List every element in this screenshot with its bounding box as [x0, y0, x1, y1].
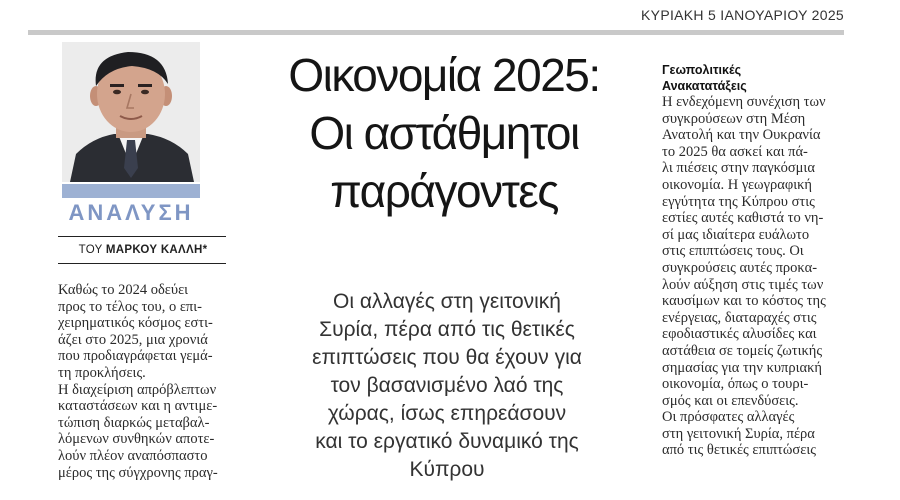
body-line: καυσίμων και το κόστος της [662, 293, 826, 310]
article-subhead [248, 288, 646, 484]
author-rule-top [58, 236, 226, 237]
headline-line: Οι αστάθμητοι [309, 107, 579, 159]
top-rule [28, 30, 844, 35]
body-line: αστάθεια σε τομείς ζωτικής [662, 342, 823, 359]
body-line: Καθώς το 2024 οδεύει [58, 282, 189, 298]
body-line: συγκρούσεις αυτές προκα- [662, 259, 818, 276]
body-line: Ανατολή και την Ουκρανία [662, 127, 821, 144]
body-line: τη προκλήσεις. [58, 364, 146, 381]
body-line: στις επιπτώσεις τους. Οι [662, 243, 804, 260]
body-line: σμός και οι επενδύσεις. [662, 392, 799, 409]
subhead-line: Οι αλλαγές στη γειτονική [333, 290, 561, 313]
body-line: καταστάσεων και η αντιμε- [58, 398, 218, 415]
heading-line: Ανακατατάξεις [662, 79, 747, 93]
section-label: ΑΝΑΛΥΣΗ [68, 200, 194, 225]
author-rule-bottom [58, 263, 226, 264]
subhead-line: Κύπρου [409, 458, 485, 481]
right-column-text [662, 94, 848, 459]
body-line: μέρος της σύγχρονης πραγ- [58, 464, 218, 481]
headline-line: παράγοντες [330, 165, 558, 217]
body-line: λι πιέσεις στην παγκόσμια [662, 160, 815, 177]
right-column [662, 62, 848, 459]
body-line: σί μας ιδιαίτερα ευάλωτο [662, 226, 810, 243]
body-line: το 2025 θα ασκεί και πά- [662, 143, 808, 160]
right-column-heading [662, 62, 848, 94]
body-line: λούν αύξηση στις τιμές των [662, 276, 824, 293]
issue-date: ΚΥΡΙΑΚΗ 5 ΙΑΝΟΥΑΡΙΟΥ 2025 [641, 7, 844, 23]
body-line: σημασίας για την κυπριακή [662, 359, 823, 376]
body-line: ενέργειας, διαταραχές στις [662, 309, 817, 326]
body-line: συγκρούσεων στη Μέση [662, 110, 806, 127]
author-byline [58, 244, 228, 256]
author-name: ΜΑΡΚΟΥ ΚΑΛΛΗ* [105, 244, 208, 256]
body-line: Η διαχείριση απρόβλεπτων [58, 381, 217, 398]
body-line: προς το τέλος του, ο επι- [58, 298, 202, 315]
body-line: Η ενδεχόμενη συνέχιση των [662, 94, 826, 110]
body-line: οικονομία, όπως ο τουρι- [662, 376, 809, 393]
body-line: εγγύτητα της Κύπρου στις [662, 193, 815, 210]
body-line: από τις θετικές επιπτώσεις [662, 442, 816, 459]
body-line: λούν πλέον αναπόσπαστο [58, 447, 208, 464]
headline-line: Οικονομία 2025: [288, 49, 600, 101]
body-line: που προδιαγράφεται γεμά- [58, 348, 213, 365]
body-line: τώπιση διαρκώς μεταβαλ- [58, 414, 210, 431]
subhead-line: χώρας, ίσως επηρεάσουν [327, 402, 567, 425]
subhead-line: Συρία, πέρα από τις θετικές [319, 318, 575, 341]
subhead-line: τον βασανισμένο λαό της [330, 374, 564, 397]
body-line: οικονομία. Η γεωγραφική [662, 176, 813, 193]
analysis-color-bar [62, 184, 200, 198]
author-photo [62, 42, 200, 182]
heading-line: Γεωπολιτικές [662, 63, 742, 77]
body-line: Οι πρόσφατες αλλαγές [662, 409, 795, 426]
body-line: εστίες αυτές καθιστά το νη- [662, 210, 824, 227]
subhead-line: και το εργατικό δυναμικό της [315, 430, 579, 453]
article-headline [240, 46, 648, 220]
author-prefix: ΤΟΥ [78, 244, 106, 256]
body-line: εφοδιαστικές αλυσίδες και [662, 326, 817, 343]
subhead-line: επιπτώσεις που θα έχουν για [312, 346, 582, 369]
body-line: χειρηματικός κόσμος εστι- [58, 315, 213, 332]
body-line: λόμενων συνθηκών αποτε- [58, 431, 215, 448]
body-line: άζει στο 2025, μια χρονιά [58, 331, 208, 348]
body-line: στη γειτονική Συρία, πέρα [662, 425, 815, 442]
left-column-text [58, 282, 230, 481]
